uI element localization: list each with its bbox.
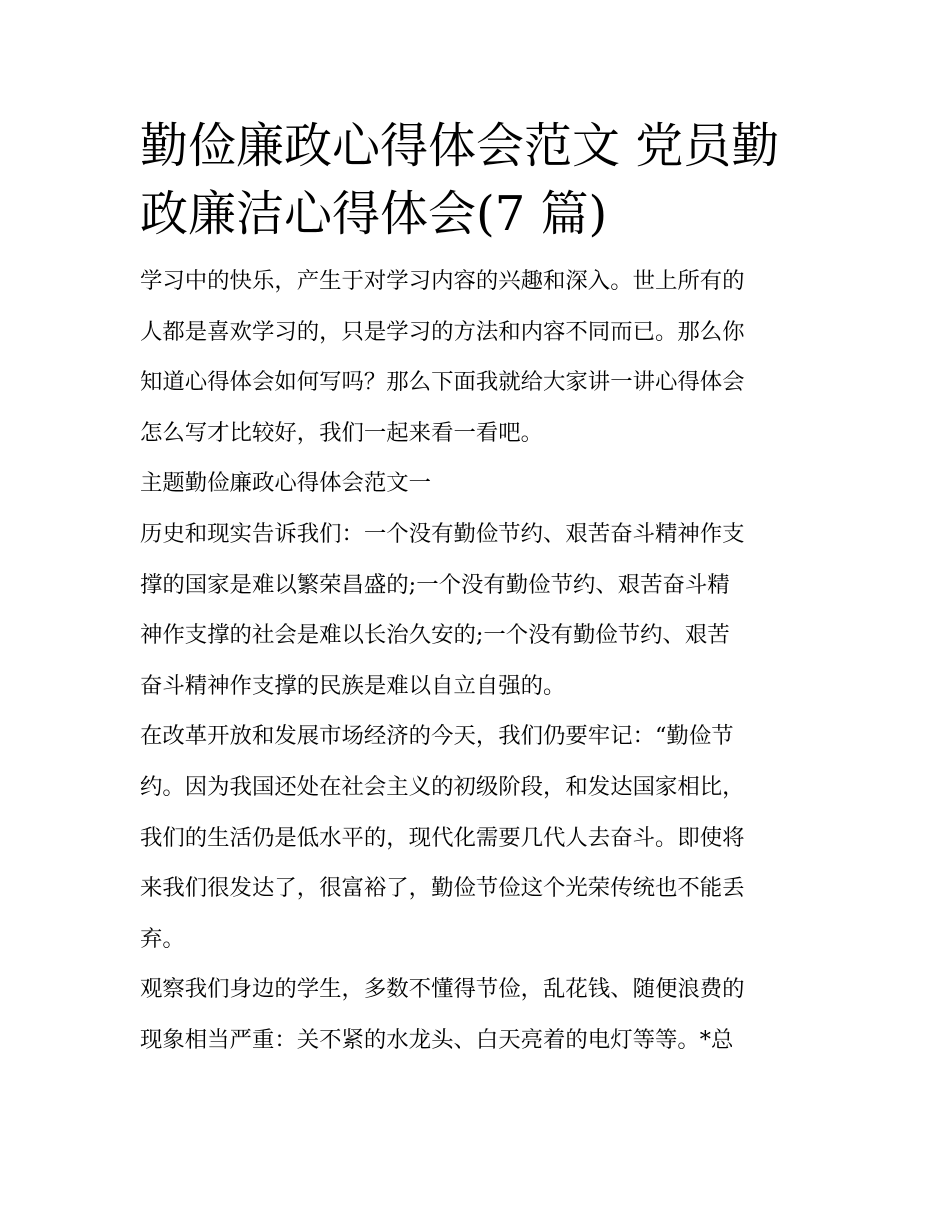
text-line: 在改革开放和发展市场经济的今天，我们仍要牢记：“勤俭节 (140, 723, 734, 750)
body-paragraph (140, 711, 812, 964)
text-line: 神作支撑的社会是难以长治久安的;一个没有勤俭节约、艰苦 (140, 622, 730, 649)
text-line: 怎么写才比较好，我们一起来看一看吧。 (140, 419, 544, 446)
text-line: 观察我们身边的学生，多数不懂得节俭，乱花钱、随便浪费的 (140, 976, 745, 1003)
text-line: 历史和现实告诉我们：一个没有勤俭节约、艰苦奋斗精神作支 (140, 520, 745, 547)
intro-paragraph (140, 256, 812, 458)
title-line: 政廉洁心得体会(7 篇) (140, 186, 608, 242)
text-line: 人都是喜欢学习的，只是学习的方法和内容不同而已。那么你 (140, 318, 745, 345)
text-line: 撑的国家是难以繁荣昌盛的;一个没有勤俭节约、艰苦奋斗精 (140, 571, 730, 598)
text-line: 奋斗精神作支撑的民族是难以自立自强的。 (140, 672, 566, 699)
text-line: 现象相当严重：关不紧的水龙头、白天亮着的电灯等等。*总 (140, 1026, 734, 1053)
text-line: 我们的生活仍是低水平的，现代化需要几代人去奋斗。即使将 (140, 824, 745, 851)
document-body (140, 256, 812, 1066)
text-line: 主题勤俭廉政心得体会范文一 (140, 470, 432, 497)
document-title (140, 112, 812, 248)
text-line: 学习中的快乐，产生于对学习内容的兴趣和深入。世上所有的 (140, 268, 745, 294)
body-paragraph (140, 964, 812, 1065)
body-paragraph (140, 509, 812, 711)
document-content (140, 112, 812, 1066)
text-line: 约。因为我国还处在社会主义的初级阶段，和发达国家相比， (140, 773, 745, 800)
text-line: 知道心得体会如何写吗？那么下面我就给大家讲一讲心得体会 (140, 369, 745, 396)
section-heading (140, 458, 812, 509)
text-line: 弃。 (140, 925, 185, 952)
title-line: 勤俭廉政心得体会范文 党员勤 (140, 118, 780, 174)
text-line: 来我们很发达了，很富裕了，勤俭节俭这个光荣传统也不能丢 (140, 875, 745, 902)
